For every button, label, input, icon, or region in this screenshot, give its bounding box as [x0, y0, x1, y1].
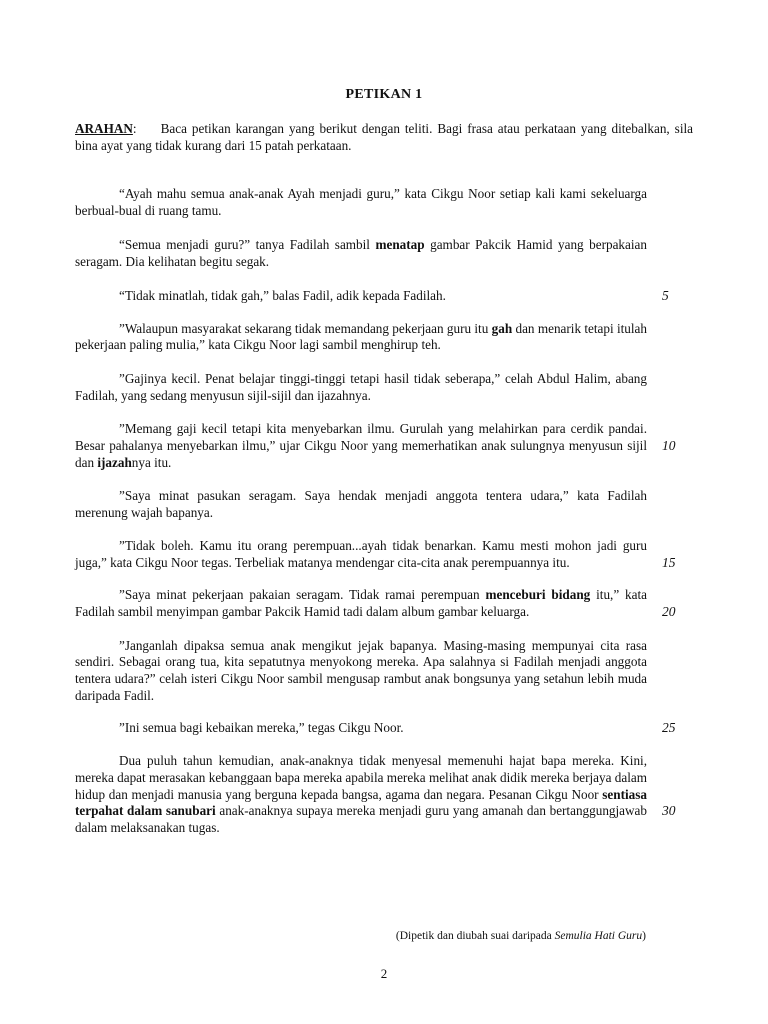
- paragraph-text: Dua puluh tahun kemudian, anak-anaknya tidak menyesal memenuhi hajat bapa mereka. Kini, mereka dapat merasakan kebanggaan bapa mereka apabila mereka melihat anak didik mereka berjaya dalam hidup dan menjadi manusia yang berguna kepada bangsa, agama dan negara. Pesanan Cikgu Noor: [75, 753, 647, 802]
- passage-paragraph: [75, 421, 676, 471]
- paragraph-text: “Ayah mahu semua anak-anak Ayah menjadi guru,” kata Cikgu Noor setiap kali kami sekeluarga berbual-bual di ruang tamu.: [75, 186, 647, 218]
- passage-paragraph: [75, 186, 647, 219]
- paragraph-text: gambar Pakcik Hamid yang berpakaian seragam. Dia kelihatan begitu segak.: [75, 237, 647, 270]
- page-number: 2: [380, 966, 388, 981]
- source-prefix: (Dipetik dan diubah suai daripada: [395, 930, 555, 942]
- paragraph-text: ”Memang gaji kecil tetapi kita menyebarkan ilmu. Gurulah yang melahirkan para cerdik pandai. Besar pahalanya menyebarkan ilmu,” ujar Cikgu Noor yang memerhatikan anak sulungnya menyusun sijil dan: [75, 421, 647, 470]
- paragraph-text: ”Ini semua bagi kebaikan mereka,” tegas Cikgu Noor.: [119, 720, 404, 736]
- paragraph-text: ”Saya minat pasukan seragam. Saya hendak menjadi anggota tentera udara,” kata Fadilah merenung wajah bapanya.: [75, 488, 647, 521]
- passage-paragraph: [75, 237, 647, 270]
- passage-paragraph: [75, 287, 669, 305]
- line-number: 20: [662, 603, 676, 619]
- passage-paragraph: [75, 638, 647, 705]
- bold-phrase: menatap: [375, 237, 425, 253]
- paragraph-text: nya itu.: [131, 454, 172, 470]
- passage-paragraph: [75, 720, 676, 737]
- paragraph-text: “Tidak minatlah, tidak gah,” balas Fadil, adik kepada Fadilah.: [119, 287, 446, 303]
- bold-phrase: gah: [491, 320, 513, 336]
- instructions: [75, 120, 693, 154]
- passage-paragraph: [75, 753, 676, 837]
- line-number: 15: [662, 554, 676, 570]
- source-citation: [0, 930, 646, 942]
- line-number: 25: [662, 720, 676, 736]
- line-number: 10: [662, 438, 676, 454]
- instructions-label: ARAHAN: [75, 121, 133, 136]
- passage-paragraph: [75, 537, 676, 571]
- instructions-text: Baca petikan karangan yang berikut dengan teliti. Bagi frasa atau perkataan yang ditebalkan, sila bina ayat yang tidak kurang dari 15 patah perkataan.: [75, 121, 693, 153]
- paragraph-text: “Semua menjadi guru?” tanya Fadilah sambil: [119, 237, 376, 253]
- instructions-colon: :: [132, 121, 137, 136]
- source-book-title: Semulia Hati Guru: [554, 930, 643, 942]
- bold-phrase: ijazah: [97, 454, 132, 470]
- paragraph-text: ”Tidak boleh. Kamu itu orang perempuan...ayah tidak benarkan. Kamu mesti mohon jadi guru juga,” kata Cikgu Noor tegas. Terbeliak matanya mendengar cita-cita anak perempuannya itu.: [75, 537, 647, 570]
- passage-paragraph: [75, 321, 647, 354]
- passage-paragraph: [75, 488, 647, 521]
- paragraph-text: dan menarik tetapi itulah pekerjaan paling mulia,” kata Cikgu Noor lagi sambil menghirup teh.: [75, 320, 648, 353]
- passage-paragraph: [75, 587, 676, 620]
- bold-phrase: menceburi bidang: [485, 587, 591, 603]
- line-number: 5: [662, 287, 669, 303]
- paragraph-text: ”Gajinya kecil. Penat belajar tinggi-tinggi tetapi hasil tidak seberapa,” celah Abdul Halim, abang Fadilah, yang sedang menyusun sijil-sijil dan ijazahnya.: [75, 370, 647, 403]
- paragraph-text: ”Janganlah dipaksa semua anak mengikut jejak bapanya. Masing-masing mempunyai cita rasa sendiri. Sebagai orang tua, kita sepatutnya menyokong mereka. Apa salahnya si Fadilah menjadi anggota tentera udara?” celah isteri Cikgu Noor sambil mengusap rambut anak bongsunya yang setahun lebih muda daripada Fadil.: [75, 637, 647, 703]
- passage-body: [75, 186, 676, 837]
- bold-phrase: sentiasa terpahat dalam sanubari: [75, 786, 647, 819]
- passage-paragraph: [75, 371, 647, 404]
- line-number: 30: [662, 803, 676, 819]
- paragraph-text: anak-anaknya supaya mereka menjadi guru yang amanah dan bertanggungjawab dalam melaksanakan tugas.: [75, 803, 648, 835]
- paragraph-text: ”Saya minat pekerjaan pakaian seragam. Tidak ramai perempuan: [119, 587, 486, 603]
- paragraph-text: itu,” kata Fadilah sambil menyimpan gambar Pakcik Hamid tadi dalam album gambar keluarga.: [75, 587, 648, 619]
- passage-title: PETIKAN 1: [345, 87, 423, 102]
- source-suffix: ): [642, 930, 646, 942]
- paragraph-text: ”Walaupun masyarakat sekarang tidak memandang pekerjaan guru itu: [119, 320, 492, 336]
